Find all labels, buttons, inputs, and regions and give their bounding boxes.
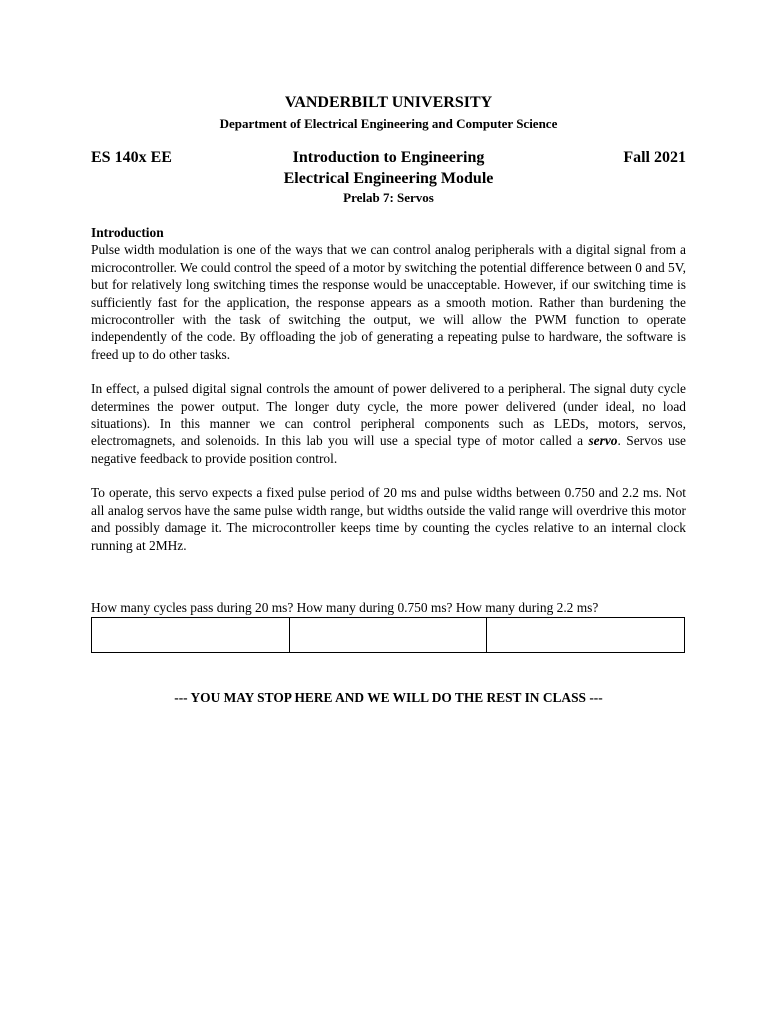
section-heading: Introduction [91, 225, 164, 240]
paragraph-pwm: Pulse width modulation is one of the ways that we can control analog peripherals with a digital signal from a microcontroller. We could control the speed of a motor by switching the potential difference between 0 and 5V, but for relatively long switching times the response would be unacceptable. However, if our switching time is sufficiently fast for the application, the response appears as a smooth motion. Rather than burdening the microcontroller with the task of switching the output, we will allow the PWM function to operate independently of the code. By offloading the job of generating a repeating pulse to hardware, the software is freed up to do other tasks. [91, 242, 687, 362]
prelab-title: Prelab 7: Servos [343, 190, 434, 205]
answer-cell-0750ms[interactable] [289, 618, 487, 653]
module-title: Electrical Engineering Module [283, 170, 494, 187]
table-row [92, 618, 685, 653]
answer-cell-20ms[interactable] [92, 618, 290, 653]
stop-notice: --- YOU MAY STOP HERE AND WE WILL DO THE REST IN CLASS --- [174, 690, 603, 705]
servo-emphasis: servo [588, 433, 618, 449]
term: Fall 2021 [623, 149, 686, 166]
course-code: ES 140x EE [91, 149, 172, 166]
answer-cell-2-2ms[interactable] [487, 618, 685, 653]
paragraph-duty-cycle [91, 380, 686, 467]
course-title: Introduction to Engineering [292, 149, 485, 166]
course-header-row [91, 149, 686, 169]
department-name: Department of Electrical Engineering and Computer Science [219, 116, 558, 131]
paragraph-duty-cycle-text: In effect, a pulsed digital signal controls the amount of power delivered to a peripheral. The signal duty cycle determines the power output. The longer duty cycle, the more power delivered (under ideal, no load situations). In this manner we can control peripheral components such as LEDs, motors, servos, electromagnets, and solenoids. In this lab you will use a special type of motor called a [91, 381, 686, 449]
paragraph-duty-cycle-end: . Servos use negative feedback to provide position control. [91, 433, 686, 466]
paragraph-servo-operation: To operate, this servo expects a fixed pulse period of 20 ms and pulse widths between 0.750 and 2.2 ms. Not all analog servos have the same pulse width range, but widths outside the valid range will overdrive this motor and possibly damage it. The microcontroller keeps time by counting the cycles relative to an internal clock running at 2MHz. [91, 485, 686, 553]
introduction-section [91, 224, 686, 554]
cycles-question: How many cycles pass during 20 ms? How many during 0.750 ms? How many during 2.2 ms? [91, 600, 599, 615]
university-name: VANDERBILT UNIVERSITY [284, 94, 493, 111]
answer-table [91, 617, 685, 653]
